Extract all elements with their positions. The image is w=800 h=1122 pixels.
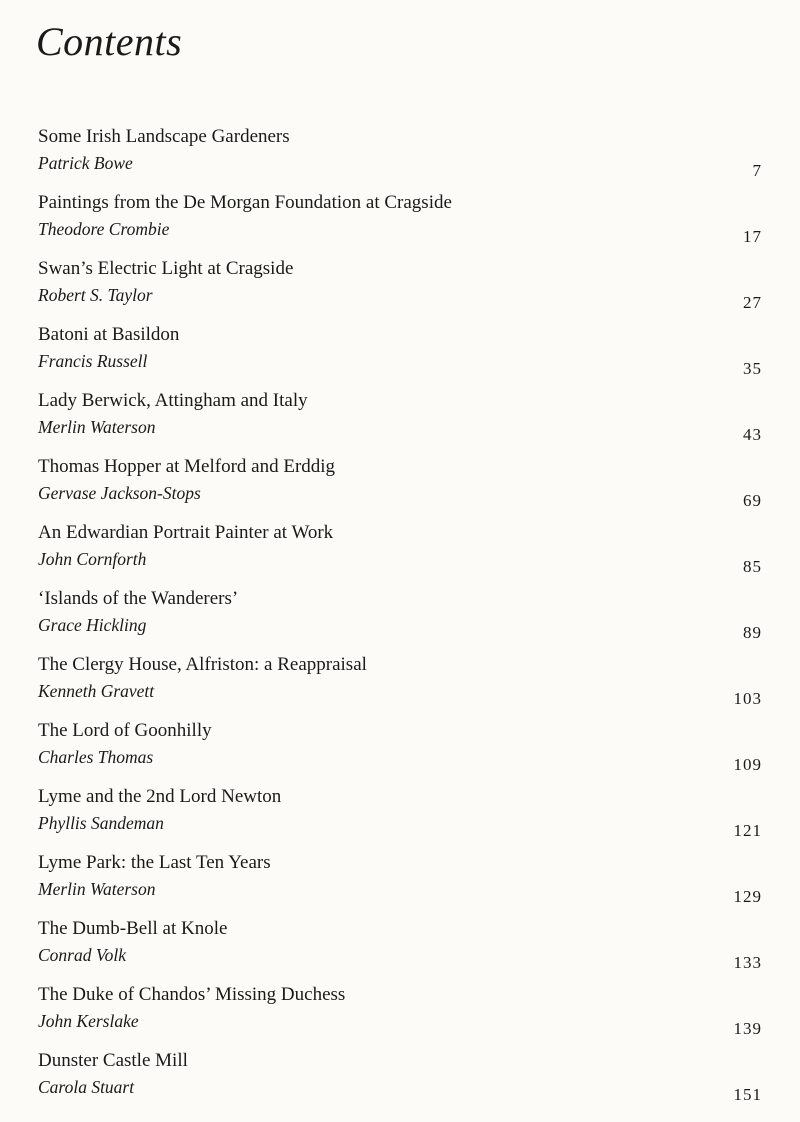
- entry-page-number: 85: [743, 557, 762, 576]
- entry-author: Theodore Crombie: [38, 219, 170, 239]
- entry-author: Robert S. Taylor: [38, 285, 153, 305]
- toc-entry[interactable]: [38, 852, 762, 918]
- toc-entry[interactable]: [38, 192, 762, 258]
- page-title: Contents: [36, 19, 183, 64]
- entry-page-number: 103: [733, 689, 762, 708]
- toc-entry[interactable]: [38, 588, 762, 654]
- entry-title: Dunster Castle Mill: [38, 1050, 188, 1071]
- toc-entry[interactable]: [38, 1050, 762, 1116]
- entry-title: Thomas Hopper at Melford and Erddig: [38, 456, 336, 477]
- entry-page-number: 35: [743, 359, 762, 378]
- toc-entry[interactable]: [38, 786, 762, 852]
- entry-page-number: 27: [743, 293, 762, 312]
- entry-title: An Edwardian Portrait Painter at Work: [38, 522, 334, 543]
- entry-author: Patrick Bowe: [38, 153, 133, 173]
- toc-entry[interactable]: [38, 126, 762, 192]
- entry-title: Paintings from the De Morgan Foundation at Cragside: [38, 192, 452, 213]
- entry-page-number: 151: [733, 1085, 762, 1104]
- entry-page-number: 7: [752, 161, 762, 180]
- entry-author: Carola Stuart: [38, 1077, 135, 1097]
- entry-title: Lyme and the 2nd Lord Newton: [38, 786, 282, 807]
- entry-title: Some Irish Landscape Gardeners: [38, 126, 290, 147]
- entry-author: Grace Hickling: [38, 615, 147, 635]
- toc-entry[interactable]: [38, 918, 762, 984]
- entry-author: Francis Russell: [38, 351, 148, 371]
- entry-title: Lady Berwick, Attingham and Italy: [38, 390, 308, 411]
- entry-page-number: 43: [743, 425, 762, 444]
- entry-page-number: 69: [743, 491, 762, 510]
- toc-entry[interactable]: [38, 456, 762, 522]
- toc-entry[interactable]: [38, 720, 762, 786]
- entry-title: The Dumb-Bell at Knole: [38, 918, 228, 939]
- entry-page-number: 89: [743, 623, 762, 642]
- toc-entry[interactable]: [38, 984, 762, 1050]
- entry-page-number: 129: [733, 887, 762, 906]
- entry-author: Merlin Waterson: [38, 417, 156, 437]
- entry-author: Gervase Jackson-Stops: [38, 483, 201, 503]
- entry-title: Lyme Park: the Last Ten Years: [38, 852, 271, 873]
- toc-entry[interactable]: [38, 258, 762, 324]
- entry-title: ‘Islands of the Wanderers’: [38, 588, 239, 609]
- entry-author: Kenneth Gravett: [38, 681, 155, 701]
- entry-page-number: 133: [733, 953, 762, 972]
- entry-title: The Duke of Chandos’ Missing Duchess: [38, 984, 346, 1005]
- toc-entry[interactable]: [38, 324, 762, 390]
- entry-author: John Cornforth: [38, 549, 147, 569]
- entry-title: Batoni at Basildon: [38, 324, 180, 345]
- entry-page-number: 109: [733, 755, 762, 774]
- toc-entry[interactable]: [38, 390, 762, 456]
- entry-author: Charles Thomas: [38, 747, 154, 767]
- toc-entry[interactable]: [38, 654, 762, 720]
- entry-title: Swan’s Electric Light at Cragside: [38, 258, 294, 279]
- entry-title: The Clergy House, Alfriston: a Reappraisal: [38, 654, 367, 675]
- entry-author: John Kerslake: [38, 1011, 139, 1031]
- entry-page-number: 139: [733, 1019, 762, 1038]
- table-of-contents: [38, 126, 762, 1116]
- entry-title: The Lord of Goonhilly: [38, 720, 212, 741]
- entry-page-number: 121: [733, 821, 762, 840]
- toc-entry[interactable]: [38, 522, 762, 588]
- entry-author: Conrad Volk: [38, 945, 126, 965]
- entry-author: Merlin Waterson: [38, 879, 156, 899]
- entry-page-number: 17: [743, 227, 762, 246]
- entry-author: Phyllis Sandeman: [38, 813, 164, 833]
